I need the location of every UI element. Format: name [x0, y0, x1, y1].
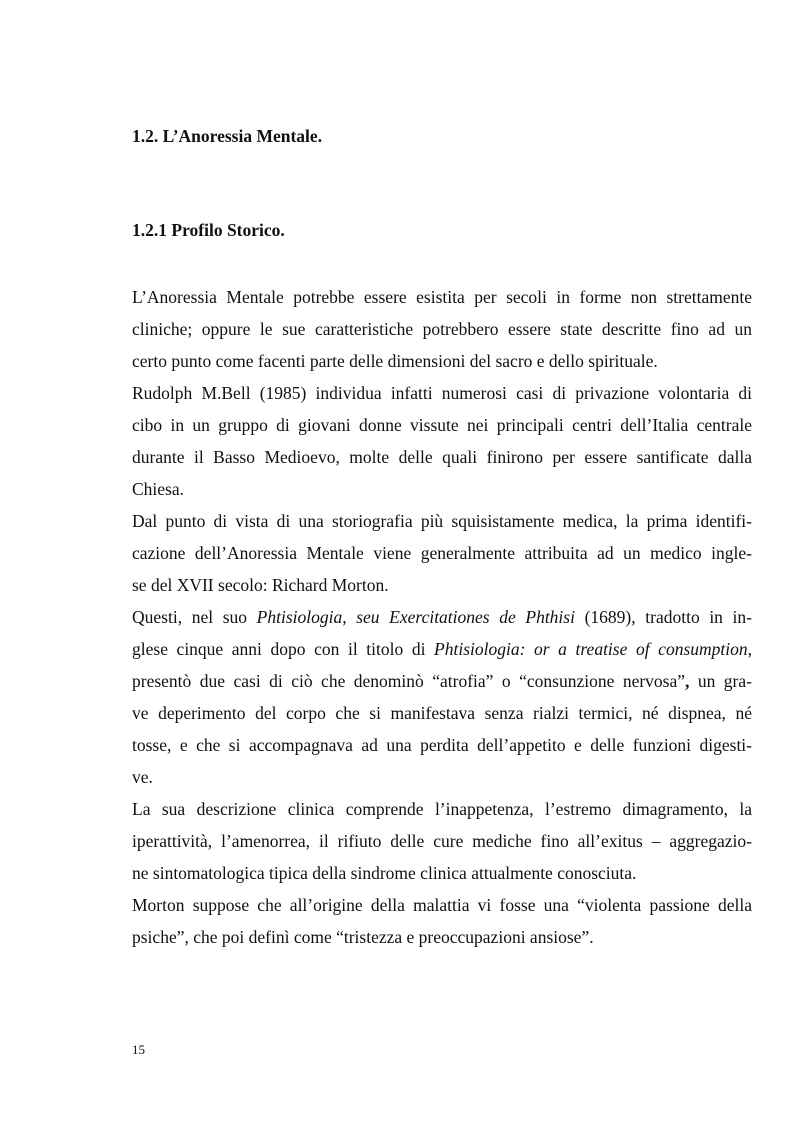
text-line: psiche”, che poi definì come “tristezza e preoccupazioni ansiose”.: [132, 927, 594, 947]
text-line: presentò due casi di ciò che denominò “atrofia” o “consunzione nervosa”, un gra-: [132, 671, 752, 691]
text-line: cazione dell’Anoressia Mentale viene generalmente attribuita ad un medico ingle-: [132, 543, 752, 563]
text-line: cliniche; oppure le sue caratteristiche potrebbero essere state descritte fino ad un: [132, 319, 752, 339]
book-title: Phtisiologia: or a treatise of consumption: [434, 639, 748, 659]
text-line: Rudolph M.Bell (1985) individua infatti numerosi casi di privazione volontaria di: [132, 383, 752, 403]
text-line: cibo in un gruppo di giovani donne vissute nei principali centri dell’Italia centrale: [132, 415, 752, 435]
text-line: L’Anoressia Mentale potrebbe essere esistita per secoli in forme non strettamente: [132, 287, 752, 307]
section-heading: 1.2. L’Anoressia Mentale.: [132, 126, 323, 146]
text-line: Morton suppose che all’origine della malattia vi fosse una “violenta passione della: [132, 895, 752, 915]
text-line: Questi, nel suo Phtisiologia, seu Exercitationes de Phthisi (1689), tradotto in in-: [132, 607, 752, 627]
text-line: glese cinque anni dopo con il titolo di Phtisiologia: or a treatise of consumption,: [132, 639, 752, 659]
text-line: ve deperimento del corpo che si manifestava senza rialzi termici, né dispnea, né: [132, 703, 752, 723]
text-line: se del XVII secolo: Richard Morton.: [132, 575, 389, 595]
text-line: La sua descrizione clinica comprende l’inappetenza, l’estremo dimagramento, la: [132, 799, 752, 819]
text-line: iperattività, l’amenorrea, il rifiuto delle cure mediche fino all’exitus – aggregazio-: [132, 831, 752, 851]
text-line: tosse, e che si accompagnava ad una perdita dell’appetito e delle funzioni digesti-: [132, 735, 752, 755]
book-title: Phtisiologia, seu Exercitationes de Phthisi: [256, 607, 575, 627]
subsection-heading: 1.2.1 Profilo Storico.: [132, 220, 285, 240]
page-number: 15: [132, 1042, 145, 1057]
text-line: durante il Basso Medioevo, molte delle quali finirono per essere santificate dalla: [132, 447, 752, 467]
text-line: certo punto come facenti parte delle dimensioni del sacro e dello spirituale.: [132, 351, 658, 371]
text-line: ne sintomatologica tipica della sindrome clinica attualmente conosciuta.: [132, 863, 637, 883]
text-line: ve.: [132, 767, 153, 787]
text-line: Dal punto di vista di una storiografia più squisistamente medica, la prima identifi-: [132, 511, 752, 531]
text-line: Chiesa.: [132, 479, 185, 499]
